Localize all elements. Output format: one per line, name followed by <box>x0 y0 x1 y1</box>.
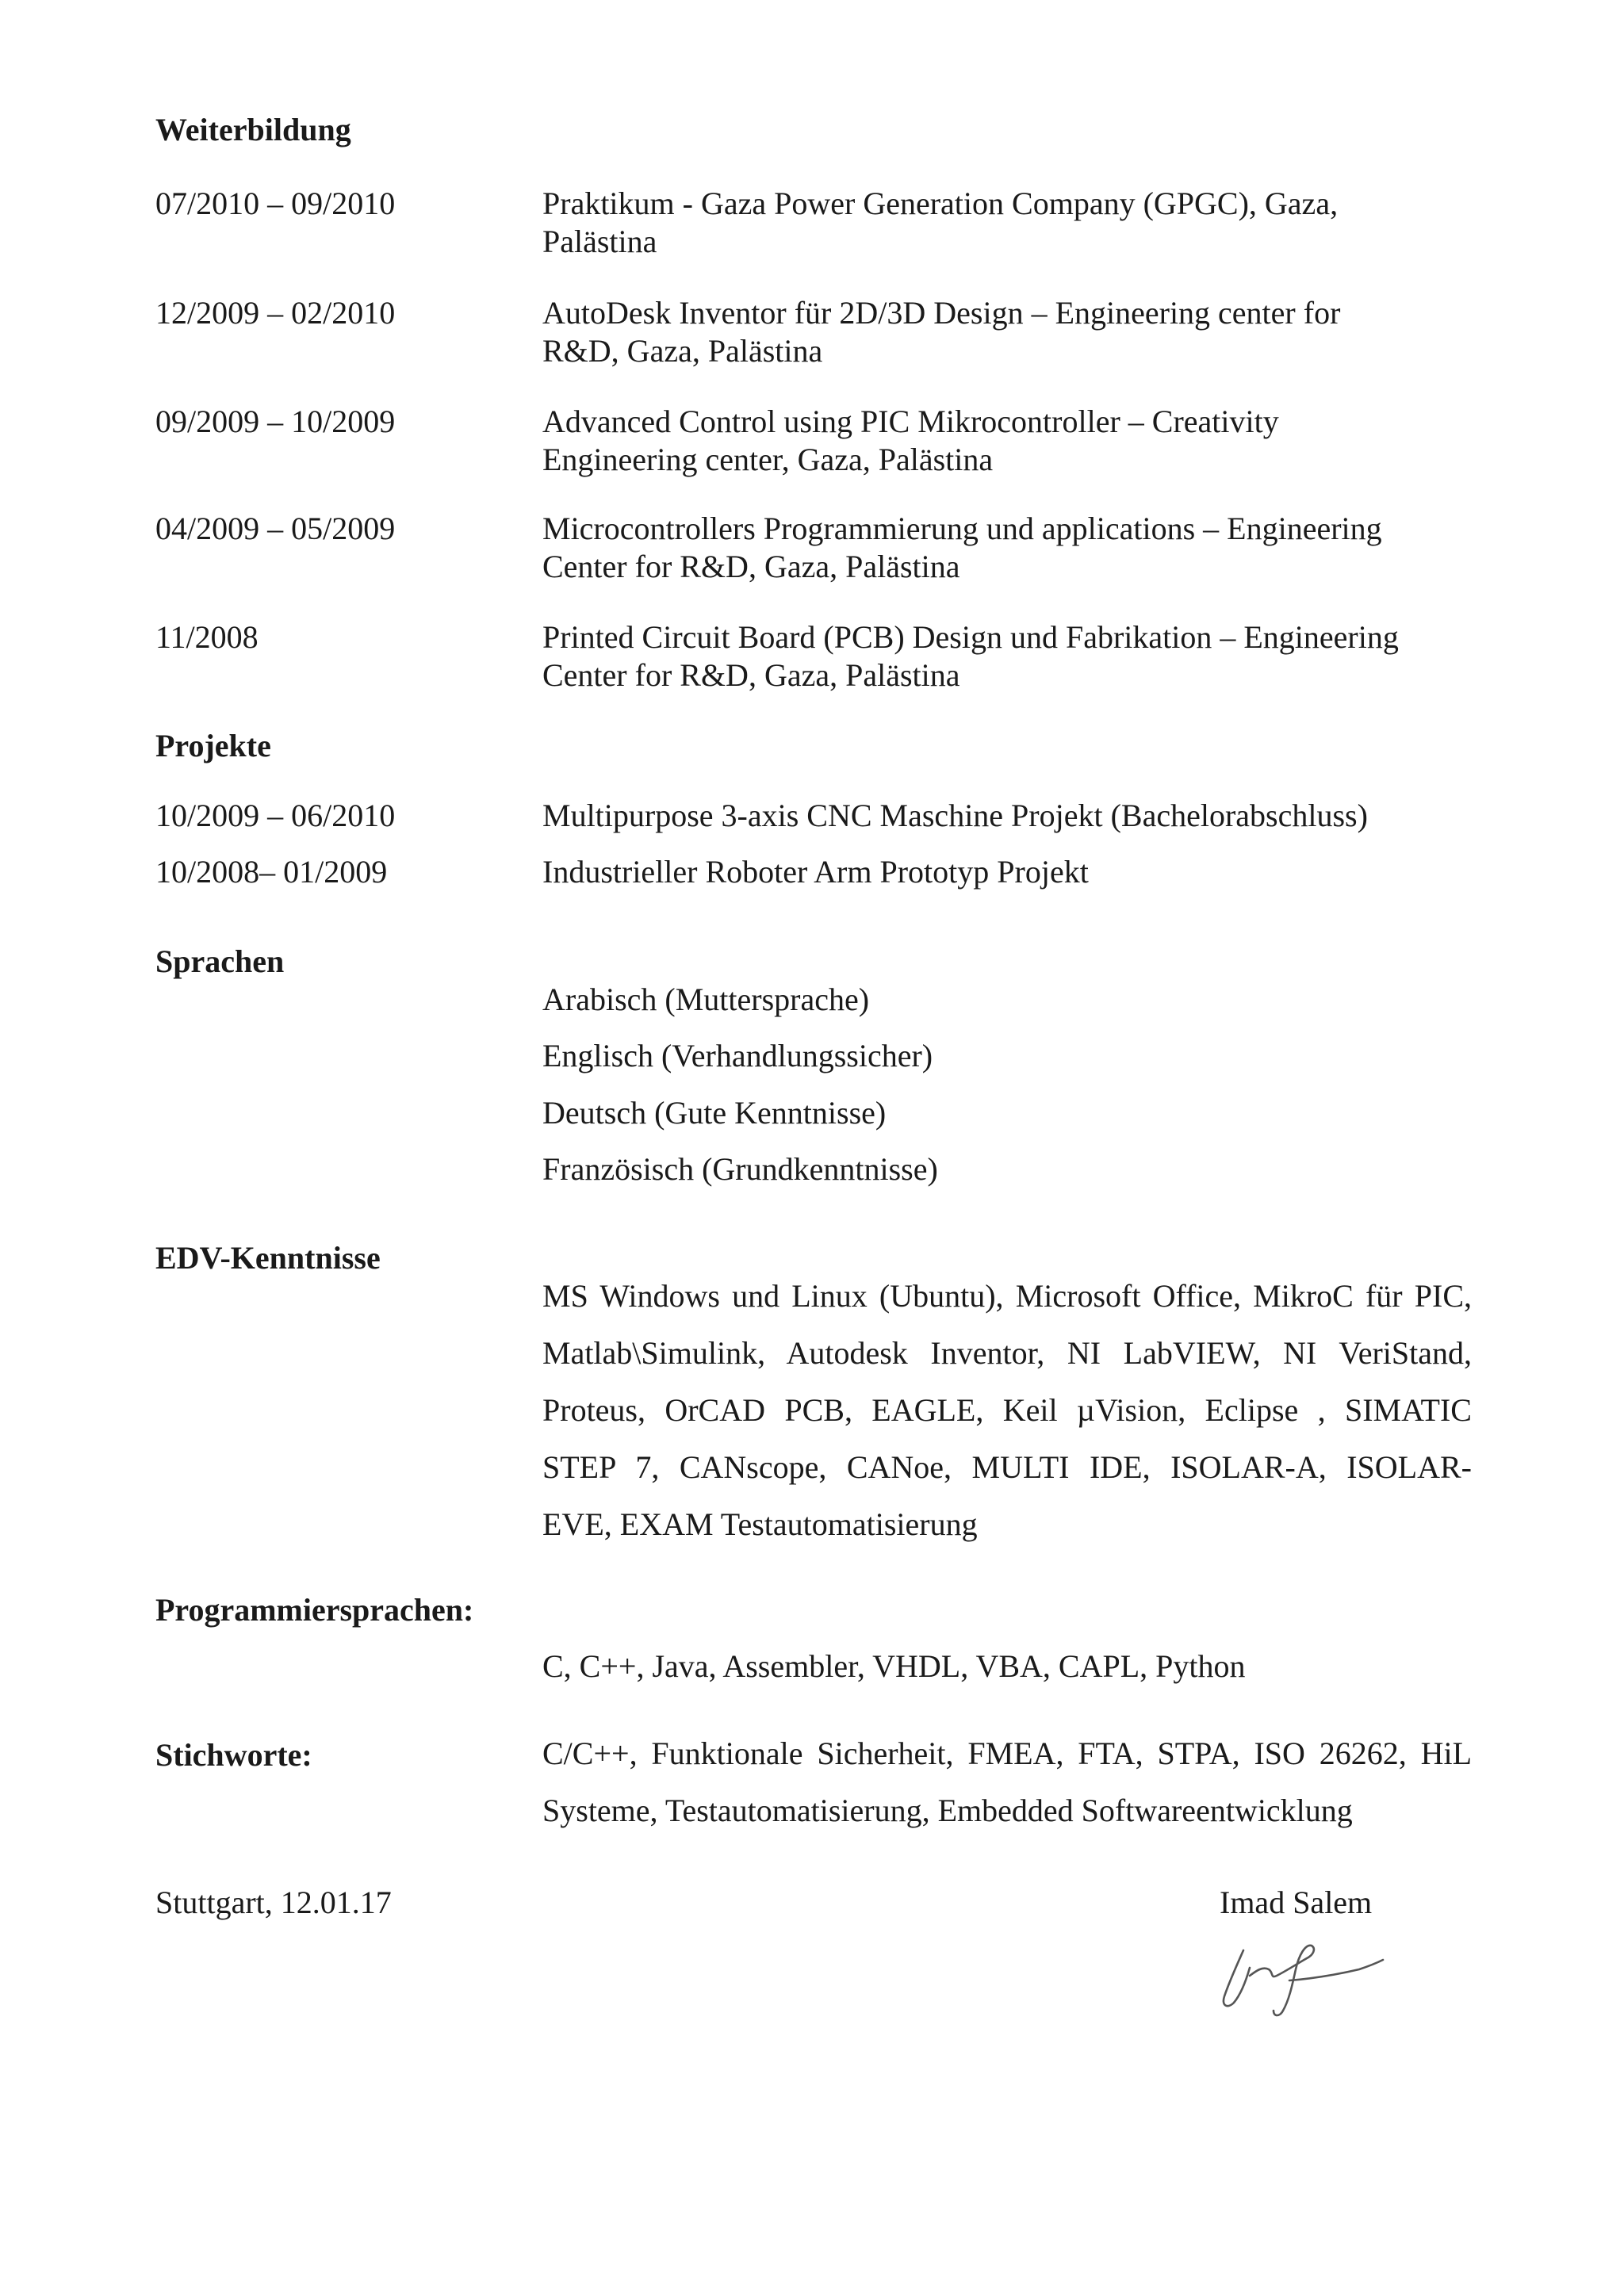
section-heading-sprachen: Sprachen <box>155 943 285 979</box>
entry-description-line: Center for R&D, Gaza, Palästina <box>542 657 960 693</box>
keywords-line: C/C++, Funktionale Sicherheit, FMEA, FTA, STPA, ISO 26262, HiL <box>542 1735 1472 1771</box>
language-item: Arabisch (Muttersprache) <box>542 982 870 1017</box>
programming-languages-text: C, C++, Java, Assembler, VHDL, VBA, CAPL, Python <box>542 1648 1246 1684</box>
section-heading-stichworte: Stichworte: <box>155 1737 312 1773</box>
section-heading-edv: EDV-Kenntnisse <box>155 1240 381 1276</box>
entry-date: 04/2009 – 05/2009 <box>155 511 396 546</box>
signer-name: Imad Salem <box>1220 1885 1373 1920</box>
place-date: Stuttgart, 12.01.17 <box>155 1885 392 1920</box>
language-item: Englisch (Verhandlungssicher) <box>542 1038 933 1073</box>
entry-description <box>542 294 1470 370</box>
entry-description-line: AutoDesk Inventor für 2D/3D Design – Engineering center for <box>542 295 1341 331</box>
entry-date: 12/2009 – 02/2010 <box>155 295 396 331</box>
entry-description-line: Printed Circuit Board (PCB) Design und Fabrikation – Engineering <box>542 619 1399 655</box>
edv-skills-line: Proteus, OrCAD PCB, EAGLE, Keil µVision, Eclipse , SIMATIC <box>542 1392 1472 1428</box>
entry-description <box>542 510 1470 586</box>
entry-description-line: Advanced Control using PIC Mikrocontroller – Creativity <box>542 404 1279 439</box>
edv-skills-line: MS Windows und Linux (Ubuntu), Microsoft Office, MikroC für PIC, <box>542 1278 1472 1314</box>
edv-skills-line: STEP 7, CANscope, CANoe, MULTI IDE, ISOLAR-A, ISOLAR- <box>542 1449 1472 1485</box>
edv-skills-line: Matlab\Simulink, Autodesk Inventor, NI LabVIEW, NI VeriStand, <box>542 1335 1472 1371</box>
edv-skills-paragraph <box>542 1268 1472 1553</box>
entry-description <box>542 403 1470 479</box>
entry-date: 09/2009 – 10/2009 <box>155 404 396 439</box>
entry-description-line: Palästina <box>542 224 657 259</box>
entry-description-line: Center for R&D, Gaza, Palästina <box>542 549 960 584</box>
language-item: Deutsch (Gute Kenntnisse) <box>542 1095 887 1131</box>
section-heading-projekte: Projekte <box>155 728 271 763</box>
edv-skills-line: EVE, EXAM Testautomatisierung <box>542 1506 978 1542</box>
handwritten-signature <box>1213 1934 1388 2022</box>
section-heading-weiterbildung: Weiterbildung <box>155 112 351 147</box>
entry-date: 07/2010 – 09/2010 <box>155 186 396 221</box>
entry-description-line: Engineering center, Gaza, Palästina <box>542 442 994 477</box>
keywords-paragraph <box>542 1725 1472 1839</box>
entry-date: 10/2008– 01/2009 <box>155 854 388 890</box>
entry-description <box>542 185 1470 261</box>
entry-description: Multipurpose 3-axis CNC Maschine Projekt (Bachelorabschluss) <box>542 798 1368 833</box>
entry-description: Industrieller Roboter Arm Prototyp Projekt <box>542 854 1089 890</box>
entry-date: 10/2009 – 06/2010 <box>155 798 396 833</box>
entry-date: 11/2008 <box>155 619 259 655</box>
keywords-line: Systeme, Testautomatisierung, Embedded Softwareentwicklung <box>542 1793 1353 1828</box>
language-item: Französisch (Grundkenntnisse) <box>542 1151 938 1187</box>
entry-description-line: Microcontrollers Programmierung und applications – Engineering <box>542 511 1382 546</box>
section-heading-programmiersprachen: Programmiersprachen: <box>155 1592 474 1628</box>
entry-description <box>542 618 1470 695</box>
entry-description-line: Praktikum - Gaza Power Generation Company (GPGC), Gaza, <box>542 186 1339 221</box>
entry-description-line: R&D, Gaza, Palästina <box>542 333 823 369</box>
